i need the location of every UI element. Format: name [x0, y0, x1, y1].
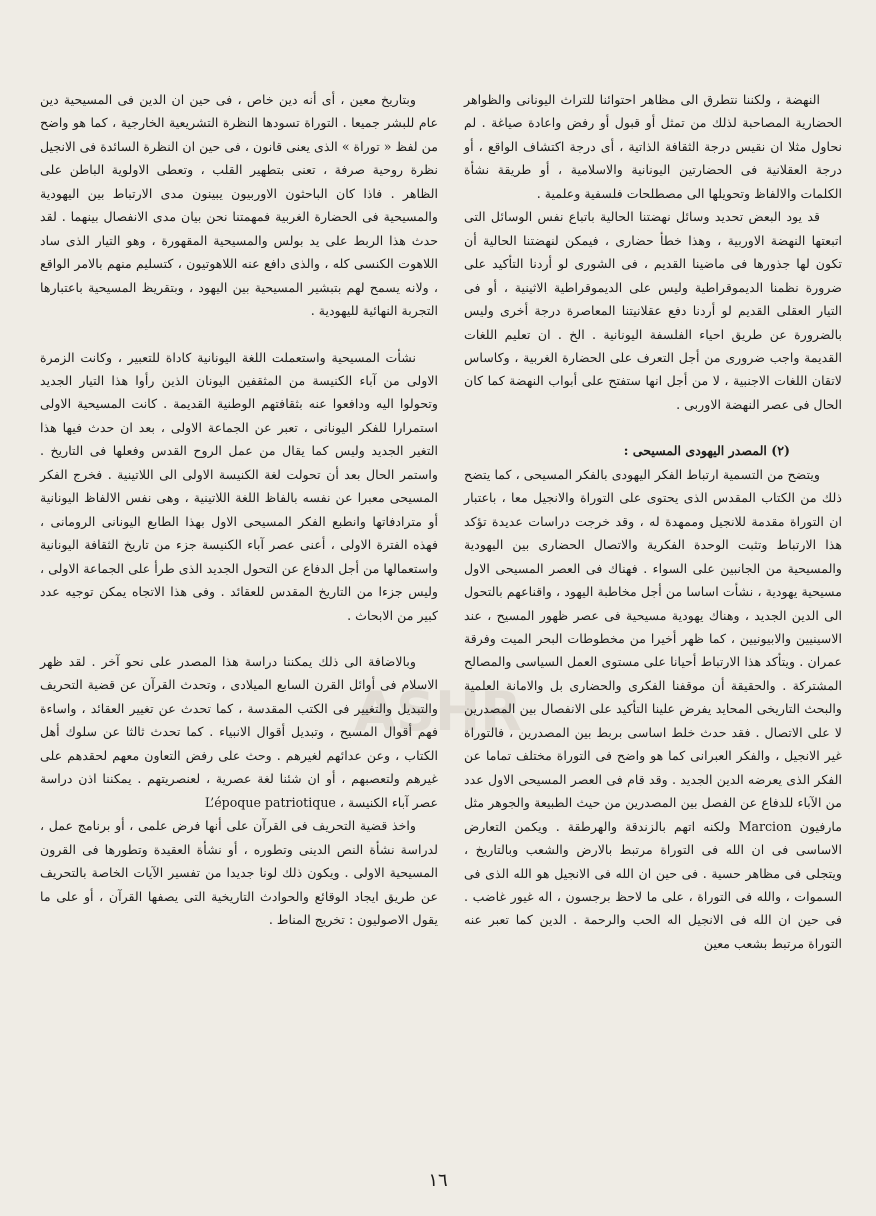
paragraph-gap	[464, 416, 842, 439]
svg-text:ASHR: ASHR	[354, 680, 522, 743]
paragraph: قد يود البعض تحديد وسائل نهضتنا الحالية باتباع نفس الوسائل التى اتبعتها النهضة الاوربية ، وهذا خطأ حضارى ، فيمكن لنهضتنا الحالية أن تكون لها جذورها فى ماضينا القديم ، فى الشورى لو أردنا التأكيد على ضرورة نظمنا الديموقراطية وليس على الديموقراطية الاثينية ، أو فى التيار العقلى القديم لو أردنا دفع عقلانيتنا المعاصرة درجة أخرى وليس بالضرورة عن طريق احياء الفلسفة اليونانية . الخ . ان تعليم اللغات القديمة واجب ضرورى من أجل التعرف على الحضارة الغربية ، وكاساس لاتقان اللغات الاجنبية ، لا من أجل انها ستفتح على أبواب النهضة كما كان الحال فى عصر النهضة الاوربى .	[464, 209, 842, 412]
paragraph: وبالاضافة الى ذلك يمكننا دراسة هذا المصدر على نحو آخر . لقد ظهر الاسلام فى أوائل القرن السابع الميلادى ، وتحدث القرآن عن قضية التحريف والتبديل والتغيير فى الكتب المقدسة ، كما تحدث عن تغيير العقائد ، واساءة فهم أقوال المسيح ، وتبديل أقوال الانبياء . كما تحدث ثالثا عن سلوك أهل الكتاب ، وعن عدائهم لغيرهم . وحث على رفض التعاون معهم لحقدهم على غيرهم ولتعصبهم ، أو ان شئنا لغة عصرية ، لعنصريتهم . يمكننا اذن دراسة عصر آباء الكنيسة ، L’époque patriotique	[40, 653, 438, 810]
right-text-column	[464, 88, 842, 955]
paragraph: نشأت المسيحية واستعملت اللغة اليونانية كاداة للتعبير ، وكانت الزمرة الاولى من آباء الكنيسة من المثقفين اليونان الذين رأوا هذا التيار الجديد وتحولوا اليه ودافعوا عنه بثقافتهم الوطنية القديمة . كانت المسيحية الاولى استمرارا للفكر اليونانى ، تعبر عن الجماعة الاولى ، بعد ان حدث فيها هذا التغير الجديد وليس كما يقال من عمل الروح القدس وفعلها فى التاريخ . واستمر الحال بعد أن تحولت لغة الكنيسة الاولى الى اللاتينية . فخرج الفكر المسيحى معبرا عن نفسه بالفاظ اللغة اللاتينية ، وهى نفس الالفاظ اليونانية أو مترادفاتها وانطبع الفكر المسيحى الاول بهذا الطابع اليونانى الرومانى ، فهذه الفترة الاولى ، أعنى عصر آباء الكنيسة جزء من تاريخ الثقافة اليونانية واستعمالها من أجل الدفاع عن التحول الجديد الذى طرأ على الجماعة الاولى ، وليس جزءا من التاريخ المقدس للعقائد . وفى هذا الاتجاه يمكن توجيه عدد كبير من الابحاث .	[40, 349, 438, 623]
page-number: ١٦	[428, 1170, 448, 1191]
paragraph: واخذ قضية التحريف فى القرآن على أنها فرض علمى ، أو برنامج عمل ، لدراسة نشأة النص الدينى وتطوره ، أو نشأة العقيدة وتطورها فى القرون المسيحية الاولى . ويكون ذلك لونا جديدا من تفسير الآيات الخاصة بالتحريف عن طريق ايجاد الوقائع والحوادث التاريخية التى يصفها القرآن ، أو على ما يقول الاصوليون : تخريج المناط .	[40, 818, 438, 927]
paragraph: ويتضح من التسمية ارتباط الفكر اليهودى بالفكر المسيحى ، كما يتضح ذلك من الكتاب المقدس الذى يحتوى على التوراة والانجيل معا ، باعتبار ان التوراة مقدمة للانجيل وممهدة له ، وقد خرجت دراسات عديدة تؤكد هذا الارتباط وتثبت الوحدة الفكرية والاتصال الحضارى بين اليهودية والمسيحية من الجانبين على السواء . فهناك فى العصر المسيحى الاول مسيحية يهودية ، نشأت اساسا من أجل مخاطبة اليهود ، واقناعهم بالتحول الى الدين الجديد ، وهناك يهودية مسيحية فى عصر ظهور المسيح ، عند الاسينيين والابيونيين ، كما ظهر أخيرا من مخطوطات البحر الميت وفرقة عمران . ويتأكد هذا الارتباط أحيانا على مستوى العمل السياسى والمصالح المشتركة . والحقيقة أن موقفنا الفكرى والحضارى بل والامانة العلمية والبحث التاريخى المحايد يفرض علينا التأكيد على الانفصال بين المصدرين لا على الاتصال . فقد حدث خلط اساسى بربط بين المصدرين ، فالتوراة غير الانجيل ، والفكر العبرانى كما هو واضح فى التوراة مختلف تماما عن الفكر الذى يعرضه الدين الجديد . وقد قام فى العصر المسيحى الاول عدد من الآباء للدفاع عن الفصل بين المصدرين من حيث الطبيعة والجوهر مثل مارفيون Marcion ولكنه اتهم بالزندقة والهرطقة . ويكمن التعارض الاساسى فى ان الله فى التوراة مرتبط بالارض والشعب وبالتاريخ ، ويتجلى فى مظاهر حسية . فى حين ان الله فى الانجيل هو الله الذى فى السموات ، والله فى التوراة ، على ما لاحظ برجسون ، اله غيور غاضب . فى حين ان الله فى الانجيل اله الحب والرحمة . الدين كما تعبر عنه التوراة مرتبط بشعب معين	[464, 466, 842, 951]
section-heading: (٢) المصدر اليهودى المسيحى :	[623, 443, 790, 459]
paragraph: النهضة ، ولكننا نتطرق الى مظاهر احتوائنا للتراث اليونانى والظواهر الحضارية المصاحبة لذلك من تمثل أو قبول أو رفض واعادة صياغة . لم نحاول مثلا ان نقيس درجة الثقافة الذاتية ، أى درجة اكتشاف الواقع ، أو درجة العقلانية فى الحضارتين اليونانية والاسلامية ، أو طريقة نشأة الكلمات والالفاظ وتحويلها الى مصطلحات فلسفية وعلمية .	[464, 92, 842, 201]
paragraph-gap	[40, 627, 438, 650]
paragraph-gap	[40, 323, 438, 346]
paragraph: وبتاريخ معين ، أى أنه دين خاص ، فى حين ان الدين فى المسيحية دين عام للبشر جميعا . التوراة تسودها النظرة التشريعية الخارجية ، كما هو واضح من لفظ « توراة » الذى يعنى قانون ، فى حين ان النظرة السائدة فى الانجيل نظرة روحية صرفة ، تعنى بتطهير القلب ، وتعطى الاولوية الباطن على الظاهر . فاذا كان الباحثون الاوربيون يبينون مدى الارتباط بين اليهودية والمسيحية فى الحضارة الغربية فمهمتنا نحن بيان مدى الانفصال بينهما . لقد حدث هذا الربط على يد بولس والمسيحية المقهورة ، وهو التيار الذى ساد اللاهوت الكنسى كله ، والذى دافع عنه اللاهوتيون ، كتسليم منهم بالامر الواقع ، ولانه يسمح لهم بتبشير المسيحية بين اليهود ، وبتقريظ المسيحية باعتبارها التجربة النهائية لليهودية .	[40, 92, 439, 319]
left-text-column	[40, 88, 438, 931]
